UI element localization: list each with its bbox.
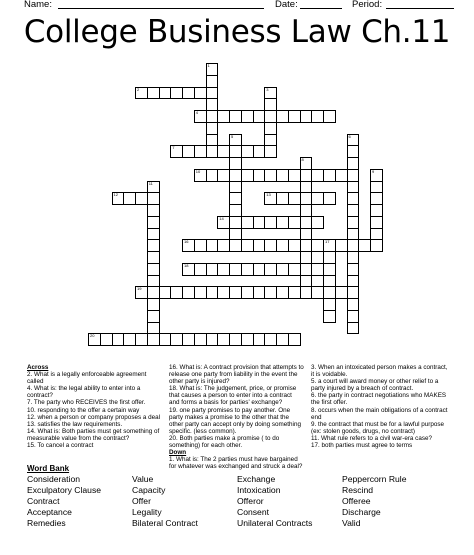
date-label: Date:: [275, 0, 298, 10]
word-bank-item: Remedies: [27, 518, 66, 528]
down-heading: Down: [169, 449, 187, 457]
clue-down-5: 5. a court will award money or other relief to a party injured by a breach of contract.: [311, 378, 439, 393]
period-line[interactable]: [386, 8, 454, 9]
crossword-cell[interactable]: [347, 322, 360, 335]
clue-down-3: 3. When an intoxicated person makes a contract, it is voidable.: [311, 364, 448, 379]
down-clues-col3: [311, 364, 451, 449]
word-bank-item: Valid: [342, 518, 361, 528]
word-bank-item: Capacity: [132, 485, 166, 495]
crossword-cell[interactable]: [323, 110, 336, 123]
clue-number: 14: [219, 215, 224, 221]
crossword-cell[interactable]: [288, 333, 301, 346]
word-bank-item: Unilateral Contracts: [237, 518, 313, 528]
crossword-cell[interactable]: [288, 216, 301, 229]
word-bank-item: Discharge: [342, 507, 381, 517]
clue-across-18: 18. What is: The judgement, price, or promise that causes a person to enter into a contract and forms a basis for parties' exchange?: [169, 385, 297, 407]
clue-across-10: 10. responding to the offer a certain way: [27, 406, 140, 414]
crossword-cell[interactable]: [335, 239, 348, 252]
crossword-cell[interactable]: [323, 192, 336, 205]
clue-number: 1: [207, 63, 210, 68]
crossword-cell[interactable]: [335, 169, 348, 182]
word-bank-item: Intoxication: [237, 485, 281, 495]
word-bank-item: Consent: [237, 507, 270, 517]
clue-number: 8: [301, 157, 304, 162]
page-title: College Business Law Ch.11: [23, 14, 451, 50]
worksheet-header: [0, 0, 474, 12]
crossword-cell[interactable]: [194, 110, 207, 123]
crossword-cell[interactable]: [358, 239, 371, 252]
clue-number: 17: [325, 239, 330, 245]
crossword-cell[interactable]: [217, 169, 230, 182]
crossword-cell[interactable]: [288, 192, 301, 205]
word-bank-item: Bilateral Contract: [132, 518, 198, 528]
clue-across-19: 19. one party promises to pay another. One party makes a promise to the other that the other party can accept only by doing something specific. (less common).: [169, 406, 301, 435]
word-bank-item: Legality: [132, 507, 162, 517]
clue-number: 18: [184, 262, 189, 268]
name-line[interactable]: [58, 8, 264, 9]
word-bank-item: Offeree: [342, 496, 371, 506]
word-bank-title: Word Bank: [27, 464, 70, 473]
clue-number: 12: [113, 192, 118, 198]
clues-col2: [169, 364, 304, 470]
across-clues-col1: [27, 364, 162, 449]
clue-down-1: 1. What is: The 2 parties must have bargained for whatever was exchanged and struck a deal?: [169, 456, 303, 471]
crossword-cell[interactable]: [217, 145, 230, 158]
date-line[interactable]: [300, 8, 342, 9]
clue-number: 7: [172, 145, 175, 151]
across-heading: Across: [27, 364, 49, 371]
clue-across-14: 14. What is: Both parties must get something of measurable value from the contract?: [27, 427, 160, 442]
clue-number: 4: [195, 110, 198, 115]
crossword-cell[interactable]: [311, 216, 324, 229]
clue-number: 3: [266, 86, 269, 92]
crossword-cell[interactable]: [288, 169, 301, 182]
crossword-cell[interactable]: [311, 263, 324, 276]
clue-number: 5: [231, 133, 234, 139]
word-bank-item: Acceptance: [27, 507, 72, 517]
word-bank-item: Rescind: [342, 485, 374, 495]
crossword-cell[interactable]: [288, 263, 301, 276]
crossword-cell[interactable]: [311, 286, 324, 299]
crossword-cell[interactable]: [264, 145, 277, 158]
clue-across-4: 4. What is: the legal ability to enter into a contract?: [27, 385, 141, 400]
clue-number: 13: [266, 192, 271, 198]
clue-number: 16: [184, 239, 189, 245]
period-label: Period:: [352, 0, 383, 10]
word-bank-item: Offeror: [237, 496, 264, 506]
crossword-cell[interactable]: [370, 239, 383, 252]
word-bank-item: Exchange: [237, 474, 276, 484]
clue-number: 19: [137, 286, 142, 292]
word-bank-item: Exculpatory Clause: [27, 485, 102, 495]
clue-across-15: 15. To cancel a contract: [27, 442, 94, 450]
crossword-cell[interactable]: [253, 145, 266, 158]
clue-number: 9: [372, 168, 375, 174]
crossword-cell[interactable]: [217, 216, 230, 229]
crossword-cell[interactable]: [135, 192, 148, 205]
clue-number: 10: [195, 168, 201, 174]
clue-down-11: 11. What rule refers to a civil war-era case?: [311, 434, 432, 442]
clue-number: 11: [148, 180, 153, 186]
name-label: Name:: [24, 0, 52, 10]
crossword-cell[interactable]: [135, 333, 148, 346]
clue-number: 6: [348, 133, 351, 139]
word-bank-item: Contract: [27, 496, 60, 506]
crossword-cell[interactable]: [135, 286, 148, 299]
clue-across-20: 20. Both parties make a promise ( to do something) for each other.: [169, 434, 280, 450]
crossword-cell[interactable]: [335, 286, 348, 299]
crossword-cell[interactable]: [253, 110, 266, 123]
crossword-cell[interactable]: [288, 239, 301, 252]
clue-across-16: 16. What is: A contract provision that attempts to release one party from liability in the event the other party is injured?: [169, 364, 304, 386]
word-bank-item: Consideration: [27, 474, 81, 484]
crossword-cell[interactable]: [194, 87, 207, 100]
clue-down-8: 8. occurs when the main obligations of a contract end: [311, 406, 448, 421]
clue-across-7: 7. The party who RECEIVES the first offer.: [27, 399, 146, 407]
clue-number: 2: [137, 86, 140, 92]
crossword-cell[interactable]: [323, 310, 336, 323]
clue-across-12: 12. when a person or company proposes a deal: [27, 413, 161, 421]
word-bank: [27, 474, 467, 554]
clue-across-2: 2. What is a legally enforceable agreement called: [27, 371, 147, 386]
word-bank-item: Offer: [132, 496, 151, 506]
word-bank-item: Value: [132, 474, 154, 484]
clue-down-9: 9. the contract that must be for a lawful purpose (ex: stolen goods, drugs, no contract): [311, 420, 445, 435]
clue-number: 20: [90, 333, 95, 339]
clue-down-17: 17. both parties must agree to terms: [311, 442, 413, 450]
clue-down-6: 6. the party in contract negotiations who MAKES the first offer.: [311, 392, 447, 407]
word-bank-item: Peppercorn Rule: [342, 474, 407, 484]
clue-across-13: 13. satisfies the law requirements.: [27, 420, 123, 428]
